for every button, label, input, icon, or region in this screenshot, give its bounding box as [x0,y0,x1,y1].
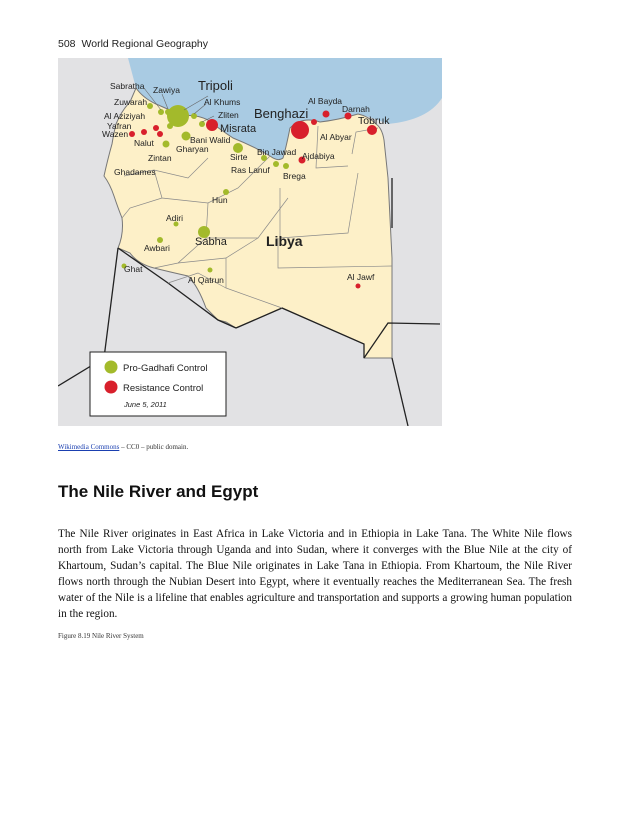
label-zawiya: Zawiya [153,85,180,95]
map-legend [90,352,226,416]
section-title: The Nile River and Egypt [58,482,259,501]
label-sirte: Sirte [230,152,248,162]
label-bin-jawad: Bin Jawad [257,147,297,157]
label-ras-lanuf: Ras Lanuf [231,165,270,175]
label-tripoli: Tripoli [198,78,233,93]
label-awbari: Awbari [144,243,170,253]
label-benghazi: Benghazi [254,106,309,121]
label-bani-walid: Bani Walid [190,135,231,145]
label-sabratha: Sabratha [110,81,145,91]
country-label: Libya [266,233,303,249]
label-darnah: Darnah [342,104,370,114]
label-ajdabiya: Ajdabiya [302,151,335,161]
marker-al-qatrun [208,268,213,273]
figure-caption: Figure 8.19 Nile River System [58,632,144,640]
label-ghat: Ghat [124,264,143,274]
label-al-aziziyah: Al Aziziyah [104,111,146,121]
marker-gharyan [163,141,170,148]
legend-resistance-swatch [105,381,118,394]
marker-wazen [129,131,135,137]
marker-zintan [157,131,163,137]
page-number: 508 [58,38,76,50]
marker-nalut [153,125,159,131]
label-yafran: Yafran [107,121,132,131]
label-al-bayda: Al Bayda [308,96,343,106]
label-gharyan: Gharyan [176,144,209,154]
marker-zuwarah [147,103,153,109]
label-zliten: Zliten [218,110,239,120]
marker-ras-lanuf [273,161,279,167]
legend-pro-swatch [105,361,118,374]
libya-map [58,58,442,426]
legend-pro-label: Pro-Gadhafi Control [123,363,208,374]
credit-license: – CC0 – public domain. [119,443,189,451]
label-adiri: Adiri [166,213,184,223]
label-tobruk: Tobruk [358,115,390,127]
marker-al-jawf [356,284,361,289]
marker-benghazi [291,121,309,139]
label-zintan: Zintan [148,153,172,163]
book-title: World Regional Geography [81,38,208,50]
libya-map-figure [58,58,442,426]
running-head [58,38,208,50]
label-zuwarah: Zuwarah [114,97,148,107]
label-al-khums: Al Khums [204,97,241,107]
marker-al-bayda [323,111,330,118]
label-ghadames: Ghadames [114,167,156,177]
label-nalut: Nalut [134,138,154,148]
marker-misrata [206,119,218,131]
legend-resistance-label: Resistance Control [123,383,204,394]
marker-yafran [141,129,147,135]
label-wazen: Wazen [102,129,129,139]
label-sabha: Sabha [195,236,227,248]
label-al-qatrun: Al Qatrun [188,275,224,285]
marker-zawiya [165,109,171,115]
label-hun: Hun [212,195,228,205]
label-al-abyar: Al Abyar [320,132,352,142]
wikimedia-commons-link[interactable]: Wikimedia Commons [58,443,120,451]
section-paragraph: The Nile River originates in East Africa in Lake Victoria and in Ethiopia in Lake Tana. The White Nile flows north from Lake Victoria through Uganda and into Sudan, where it converges with the Blue Nile at the city of Khartoum, Sudan’s capital. The Blue Nile originates in Lake Tana in Ethiopia. From Khartoum, the Nile River flows north through the Nubian Desert into Egypt, where it eventually reaches the Mediterranean Sea. The fresh water of the Nile is a lifeline that enables agriculture and transportation and supports a growing human population in the region. [58,528,572,620]
marker-al-abyar [311,119,317,125]
marker-al-aziziyah [167,123,173,129]
marker-brega [283,163,289,169]
legend-date: June 5, 2011 [124,400,167,409]
label-al-jawf: Al Jawf [347,272,375,282]
label-brega: Brega [283,171,306,181]
label-misrata: Misrata [220,123,257,135]
image-credit [58,443,188,451]
